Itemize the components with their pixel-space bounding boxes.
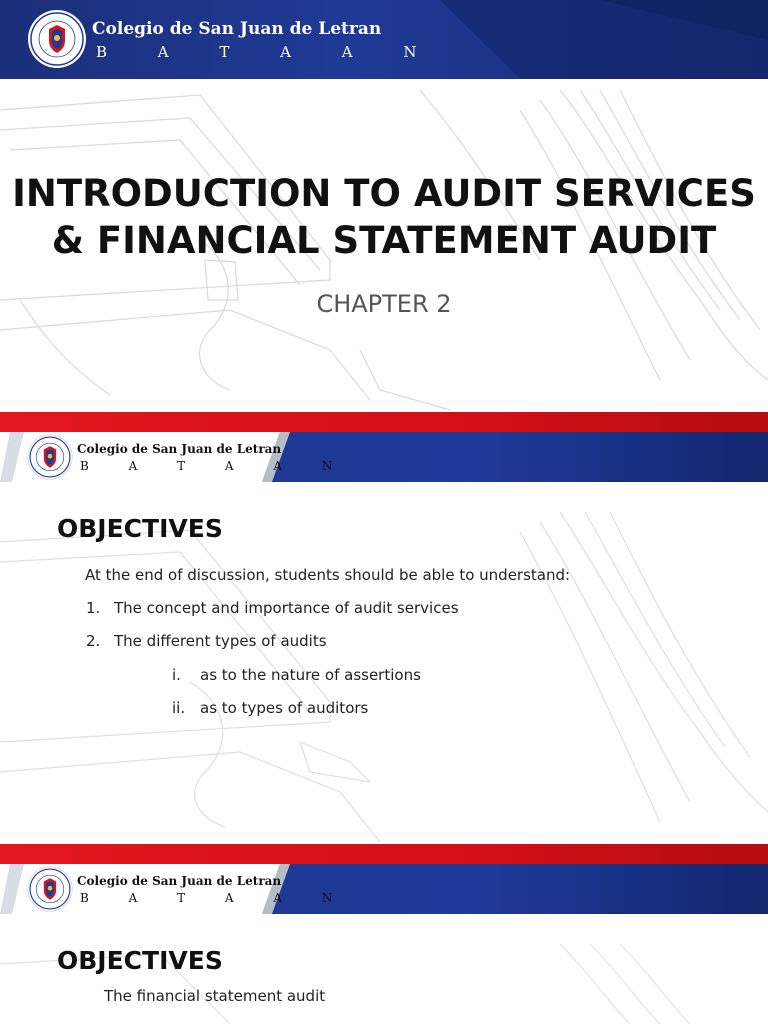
slide-header bbox=[0, 0, 768, 79]
school-campus: B A T A A N bbox=[96, 43, 440, 61]
school-name: Colegio de San Juan de Letran bbox=[77, 442, 282, 456]
school-campus: B A T A A N bbox=[80, 891, 351, 905]
sublist-item-marker: ii. bbox=[172, 699, 186, 717]
objectives-intro: At the end of discussion, students should be able to understand: bbox=[85, 566, 571, 584]
sublist-item-text: as to types of auditors bbox=[200, 699, 369, 717]
letran-seal-logo bbox=[27, 9, 87, 69]
sublist-item-marker: i. bbox=[172, 666, 181, 684]
list-item-text: The different types of audits bbox=[114, 632, 327, 650]
title-line-2: & FINANCIAL STATEMENT AUDIT bbox=[51, 219, 717, 262]
objectives-slide-2 bbox=[0, 844, 768, 1024]
header-red-bar bbox=[0, 412, 768, 432]
title-line-1: INTRODUCTION TO AUDIT SERVICES bbox=[12, 172, 756, 215]
objectives-heading: OBJECTIVES bbox=[57, 946, 223, 975]
list-item-text: The concept and importance of audit services bbox=[114, 599, 459, 617]
school-campus: B A T A A N bbox=[80, 459, 351, 473]
slide-header bbox=[0, 844, 768, 914]
list-item-marker: 2. bbox=[86, 632, 101, 650]
list-item-marker: 1. bbox=[86, 599, 101, 617]
slide-header bbox=[0, 412, 768, 482]
header-swoosh-decoration bbox=[0, 0, 768, 79]
objectives-heading: OBJECTIVES bbox=[57, 514, 223, 543]
title-slide bbox=[0, 0, 768, 412]
letran-seal-logo bbox=[27, 434, 73, 480]
chapter-subtitle: CHAPTER 2 bbox=[316, 290, 452, 318]
letran-seal-logo bbox=[27, 866, 73, 912]
sublist-item-text: as to the nature of assertions bbox=[200, 666, 421, 684]
header-red-bar bbox=[0, 844, 768, 864]
objectives-slide bbox=[0, 412, 768, 844]
presentation-title bbox=[0, 170, 768, 264]
school-name: Colegio de San Juan de Letran bbox=[92, 19, 382, 39]
objectives-intro: The financial statement audit bbox=[104, 987, 326, 1005]
school-name: Colegio de San Juan de Letran bbox=[77, 874, 282, 888]
